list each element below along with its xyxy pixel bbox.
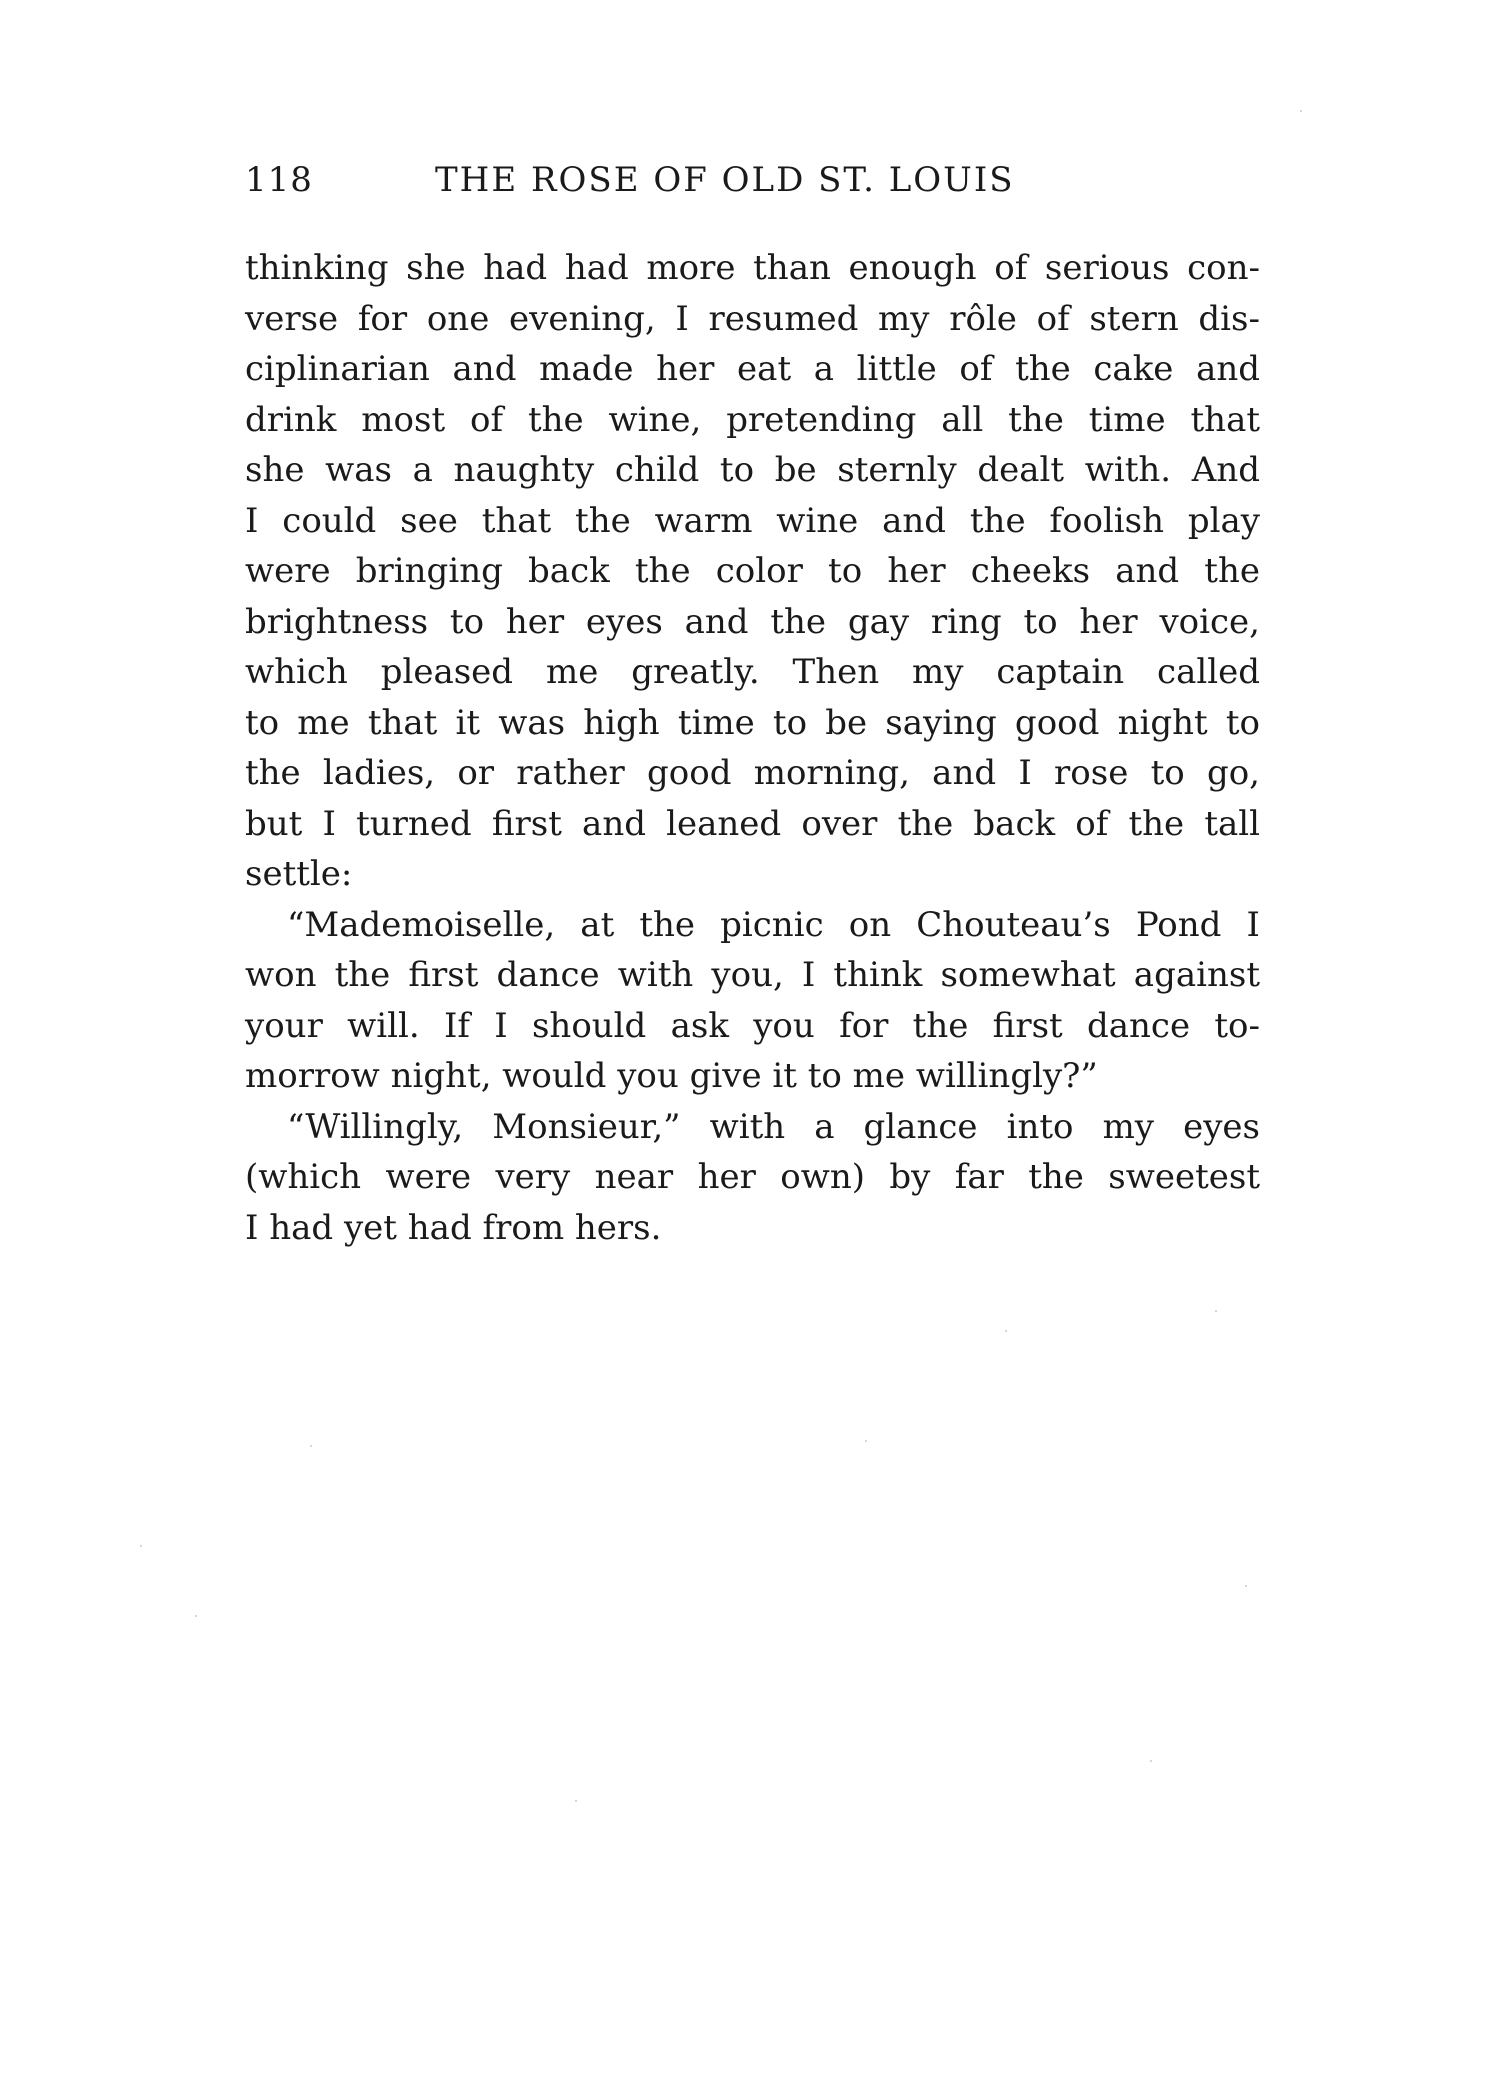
- scan-speck: [1300, 110, 1302, 112]
- scan-speck: [1150, 1760, 1152, 1762]
- text-line: which pleased me greatly. Then my captain called: [245, 652, 1260, 692]
- text-line: morrow night, would you give it to me willingly?”: [245, 1056, 1098, 1096]
- scan-speck: [1245, 1585, 1247, 1587]
- text-line: (which were very near her own) by far the sweetest: [245, 1157, 1260, 1197]
- page-number: 118: [245, 160, 313, 200]
- running-title: THE ROSE OF OLD ST. LOUIS: [435, 160, 1015, 200]
- text-line: brightness to her eyes and the gay ring to her voice,: [245, 601, 1260, 642]
- scan-speck: [1005, 1330, 1007, 1332]
- text-line: “Willingly, Monsieur,” with a glance into my eyes: [287, 1106, 1260, 1147]
- text-line: settle:: [245, 854, 353, 894]
- text-line: but I turned first and leaned over the back of the tall: [245, 803, 1260, 844]
- scan-speck: [575, 1800, 577, 1802]
- text-line: were bringing back the color to her cheeks and the: [245, 551, 1260, 591]
- scan-speck: [1215, 1310, 1217, 1312]
- text-line: “Mademoiselle, at the picnic on Chouteau’s Pond I: [287, 904, 1260, 945]
- text-line: won the first dance with you, I think somewhat against: [245, 955, 1260, 995]
- scan-speck: [140, 1545, 142, 1547]
- body-text: [245, 243, 1260, 1253]
- scan-speck: [195, 1615, 197, 1617]
- text-line: I had yet had from hers.: [245, 1207, 662, 1248]
- text-line: to me that it was high time to be saying good night to: [245, 702, 1260, 743]
- scan-speck: [865, 1440, 867, 1442]
- text-line: ciplinarian and made her eat a little of the cake and: [245, 349, 1260, 389]
- text-line: I could see that the warm wine and the foolish play: [245, 500, 1260, 541]
- text-line: your will. If I should ask you for the first dance to-: [245, 1005, 1260, 1046]
- scan-speck: [310, 1445, 312, 1447]
- text-line: verse for one evening, I resumed my rôle of stern dis-: [245, 298, 1260, 339]
- text-line: drink most of the wine, pretending all the time that: [245, 399, 1260, 440]
- page-header: [245, 160, 1260, 210]
- text-line: thinking she had had more than enough of serious con-: [245, 248, 1260, 288]
- text-line: the ladies, or rather good morning, and I rose to go,: [245, 753, 1260, 793]
- text-line: she was a naughty child to be sternly dealt with. And: [245, 450, 1260, 490]
